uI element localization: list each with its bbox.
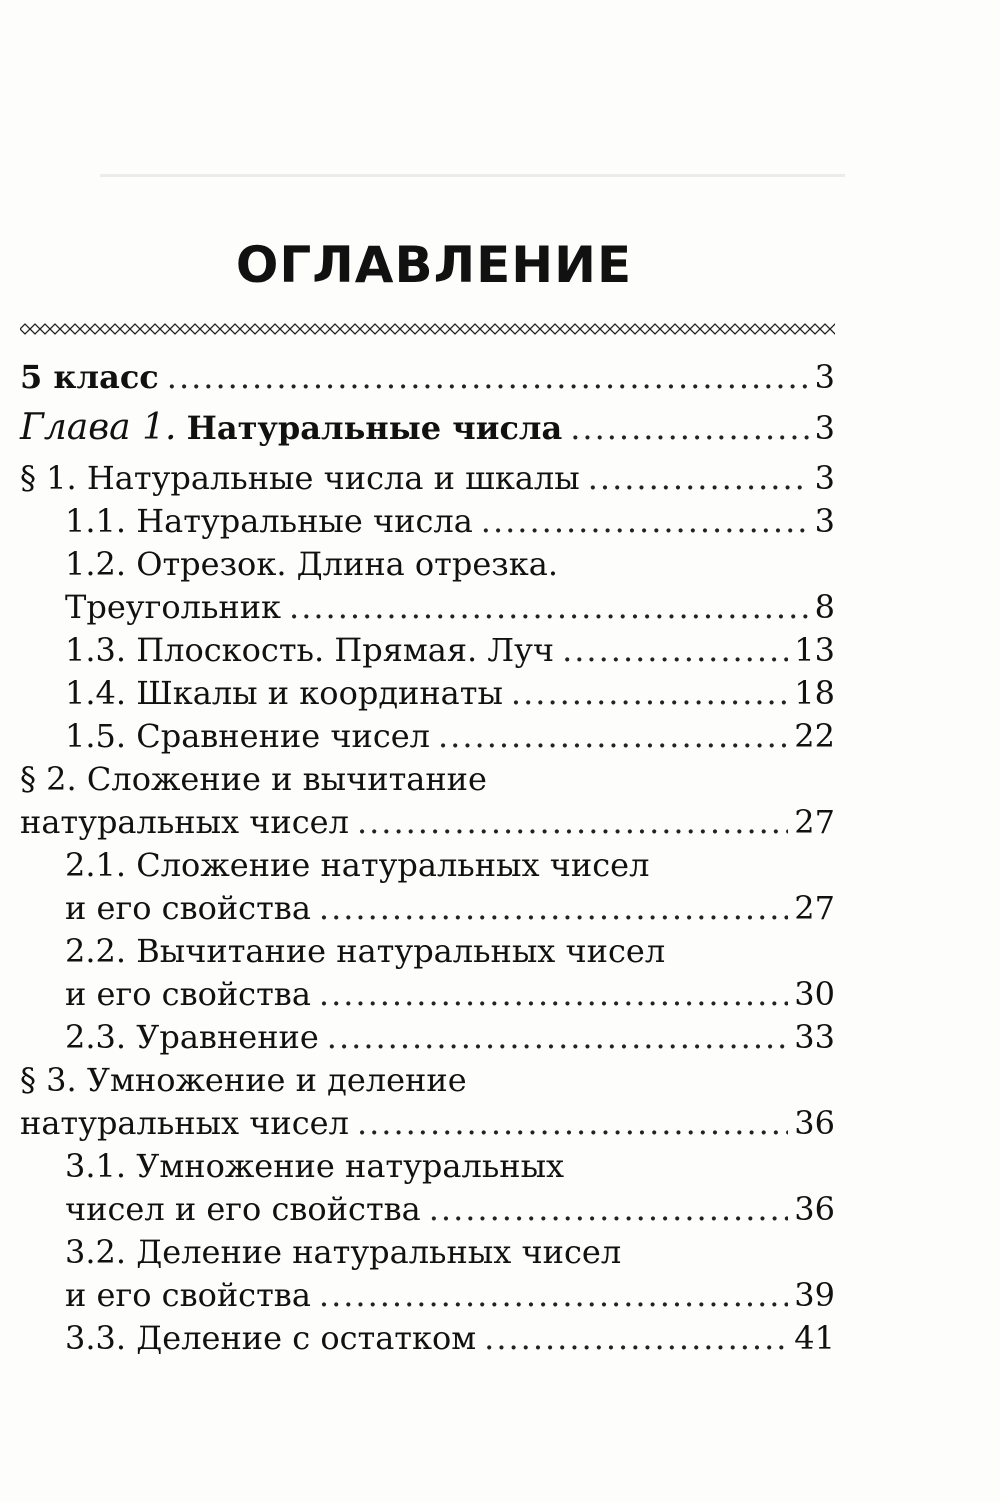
toc-entry-2-2-line2[interactable] [20, 973, 835, 1016]
toc-entry-title: 3.2. Деление натуральных чисел [65, 1233, 622, 1271]
toc-entry-1-3[interactable] [20, 629, 835, 672]
leader-dots [167, 356, 809, 399]
leader-dots [570, 399, 808, 457]
page-number: 13 [794, 631, 835, 669]
leader-dots [562, 629, 788, 672]
toc-entry-title: 2.1. Сложение натуральных чисел [65, 846, 650, 884]
page-number: 33 [794, 1018, 835, 1056]
ornamental-divider [20, 323, 835, 335]
page-number: 27 [794, 889, 835, 927]
toc-entry-2-3[interactable] [20, 1016, 835, 1059]
toc-entry-1-1[interactable] [20, 500, 835, 543]
leader-dots [327, 1016, 788, 1059]
page-number: 39 [794, 1276, 835, 1314]
toc-entry-1-4[interactable] [20, 672, 835, 715]
chapter-title: Натуральные числа [186, 409, 563, 447]
page-number: 22 [794, 717, 835, 755]
leader-dots [289, 586, 809, 629]
page-title: ОГЛАВЛЕНИЕ [235, 236, 633, 294]
toc-entry-title: 2.2. Вычитание натуральных чисел [65, 932, 666, 970]
page-number: 3 [814, 459, 835, 497]
bleed-through-header [100, 166, 845, 177]
page-number: 3 [814, 358, 835, 396]
toc-entry-title: § 3. Умножение и деление [20, 1061, 467, 1099]
toc-entry-title: 1.2. Отрезок. Длина отрезка. [65, 545, 558, 583]
toc-entry-chapter[interactable] [20, 399, 835, 457]
toc-entry-3-1-line2[interactable] [20, 1188, 835, 1231]
page-number: 3 [814, 409, 835, 447]
toc-entry-2-1-line1[interactable] [20, 844, 835, 887]
page-number: 3 [814, 502, 835, 540]
leader-dots [357, 801, 788, 844]
toc-entry-title-cont: натуральных чисел [20, 1104, 349, 1142]
toc-entry-1-2-line1[interactable] [20, 543, 835, 586]
leader-dots [511, 672, 788, 715]
toc-entry-section-2-line1[interactable] [20, 758, 835, 801]
leader-dots [357, 1102, 788, 1145]
toc-entry-title: § 2. Сложение и вычитание [20, 760, 487, 798]
page-number: 36 [794, 1104, 835, 1142]
leader-dots [484, 1317, 788, 1360]
toc-entry-title-cont: натуральных чисел [20, 803, 349, 841]
toc-entry-title-cont: и его свойства [65, 889, 311, 927]
page-number: 30 [794, 975, 835, 1013]
toc-entry-title: 1.4. Шкалы и координаты [65, 674, 503, 712]
page-number: 27 [794, 803, 835, 841]
toc-entry-section-3-line2[interactable] [20, 1102, 835, 1145]
toc-entry-2-2-line1[interactable] [20, 930, 835, 973]
toc-entry-title: 1.5. Сравнение чисел [65, 717, 430, 755]
toc-entry-title: § 1. Натуральные числа и шкалы [20, 459, 580, 497]
toc-entry-3-2-line1[interactable] [20, 1231, 835, 1274]
toc-entry-2-1-line2[interactable] [20, 887, 835, 930]
toc-entry-title-cont: чисел и его свойства [65, 1190, 421, 1228]
toc-entry-title: 1.1. Натуральные числа [65, 502, 473, 540]
toc-entry-grade[interactable] [20, 356, 835, 399]
leader-dots [481, 500, 809, 543]
page-number: 41 [794, 1319, 835, 1357]
toc-entry-section-3-line1[interactable] [20, 1059, 835, 1102]
table-of-contents [20, 356, 835, 1360]
chapter-prefix: Глава 1. [20, 407, 177, 448]
toc-entry-3-1-line1[interactable] [20, 1145, 835, 1188]
toc-entry-title-cont: и его свойства [65, 1276, 311, 1314]
toc-entry-title-cont: и его свойства [65, 975, 311, 1013]
leader-dots [429, 1188, 789, 1231]
toc-entry-1-5[interactable] [20, 715, 835, 758]
toc-entry-section-1[interactable] [20, 457, 835, 500]
leader-dots [319, 1274, 788, 1317]
toc-entry-3-3[interactable] [20, 1317, 835, 1360]
leader-dots [319, 887, 788, 930]
leader-dots [588, 457, 809, 500]
toc-entry-1-2-line2[interactable] [20, 586, 835, 629]
toc-entry-title: 5 класс [20, 358, 159, 396]
toc-entry-title: 3.3. Деление с остатком [65, 1319, 477, 1357]
page-number: 8 [814, 588, 835, 626]
page-number: 18 [794, 674, 835, 712]
toc-entry-section-2-line2[interactable] [20, 801, 835, 844]
leader-dots [319, 973, 788, 1016]
toc-entry-title: 1.3. Плоскость. Прямая. Луч [65, 631, 555, 669]
toc-entry-title: 3.1. Умножение натуральных [65, 1147, 565, 1185]
toc-entry-title: 2.3. Уравнение [65, 1018, 319, 1056]
toc-entry-3-2-line2[interactable] [20, 1274, 835, 1317]
toc-entry-title-cont: Треугольник [65, 588, 282, 626]
leader-dots [438, 715, 788, 758]
page-number: 36 [794, 1190, 835, 1228]
